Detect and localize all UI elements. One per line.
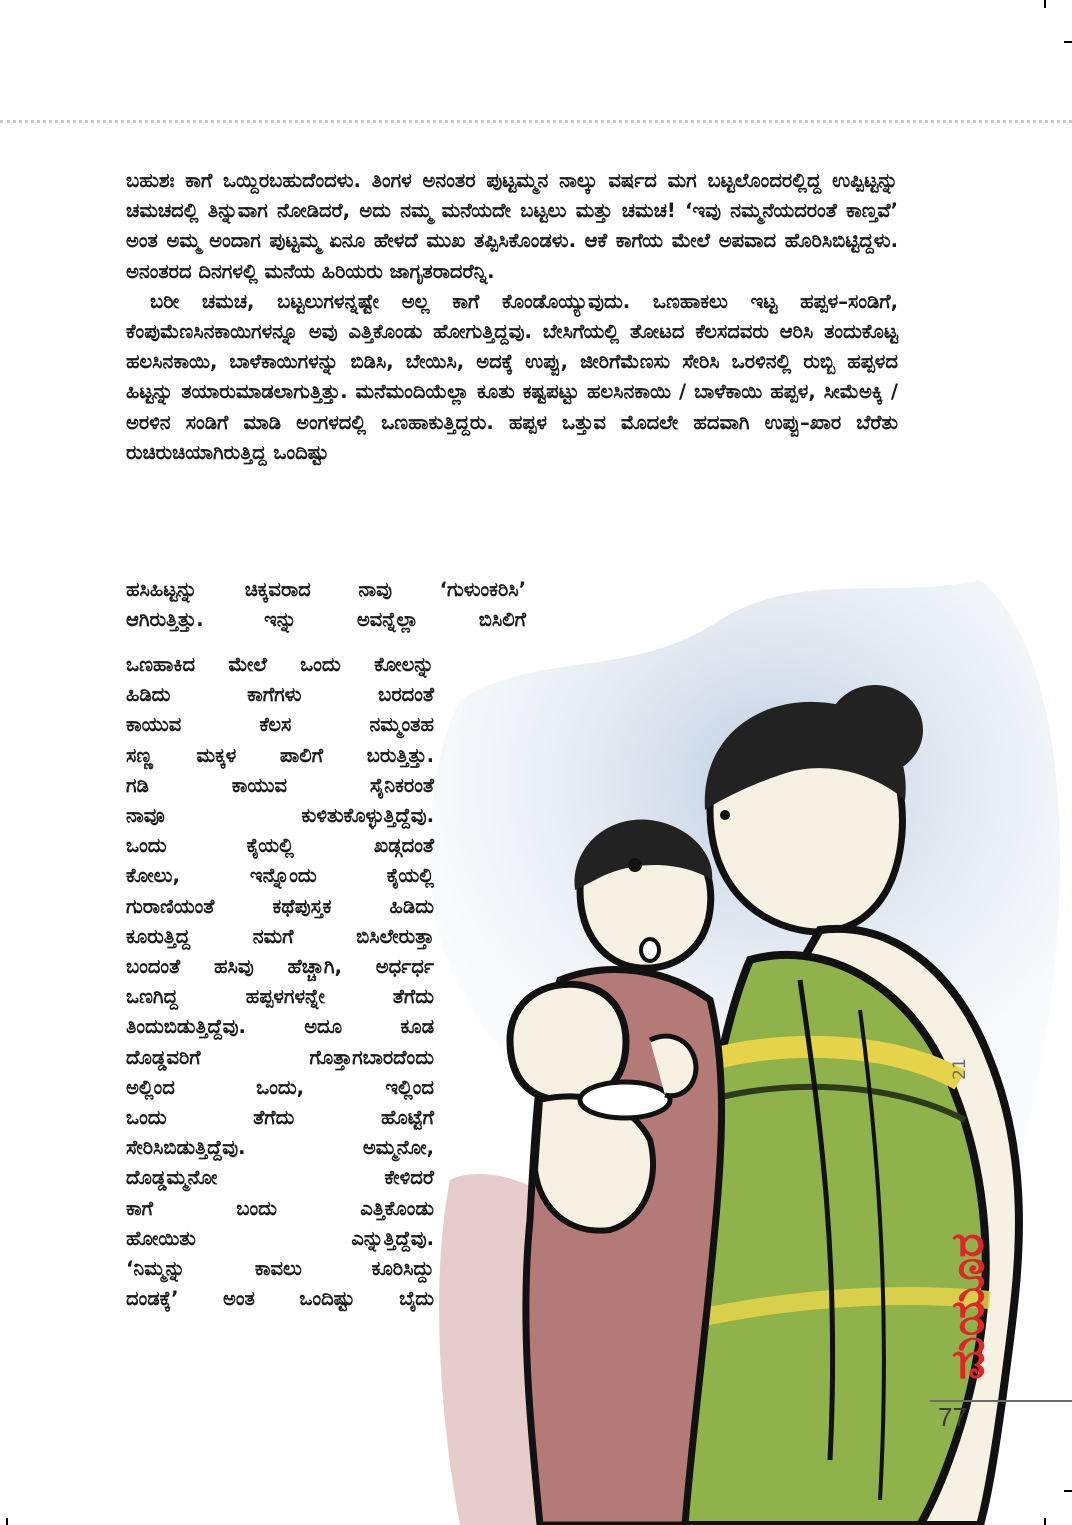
girl-mouth (641, 939, 659, 961)
text-line: ‘ನಿಮ್ಮನ್ನು ಕಾವಲು ಕೂರಿಸಿದ್ದು (126, 1257, 434, 1281)
crop-mark (6, 1518, 8, 1525)
text-line: ಒಂದು ತೆಗೆದು ಹೊಟ್ಟೆಗೆ (126, 1106, 434, 1130)
text-line: ಒಂದು ಕೈಯಲ್ಲಿ ಖಡ್ಗದಂತೆ (126, 834, 434, 858)
text-line: ಒಣಗಿದ್ದ ಹಪ್ಪಳಗಳನ್ನೇ ತೆಗೆದು (126, 985, 434, 1009)
page-number: 77 (938, 1402, 967, 1432)
crop-mark (1064, 41, 1072, 43)
text-line: ಕಾಗೆ ಬಂದು ಎತ್ತಿಕೊಂಡು (126, 1196, 434, 1220)
article-paragraph: ಬರೀ ಚಮಚ, ಬಟ್ಟಲುಗಳನ್ನಷ್ಟೇ ಅಲ್ಲ ಕಾಗೆ ಕೊಂಡೊಯ್ಯುವುದು. ಒಣಹಾಕಲು ಇಟ್ಟ ಹಪ್ಪಳ–ಸಂಡಿಗೆ, ಕೆಂಪುಮೆಣಸಿನಕಾಯಿಗಳನ್ನೂ ಅವು ಎತ್ತಿಕೊಂಡು ಹೋಗುತ್ತಿದ್ದವು. ಬೇಸಿಗೆಯಲ್ಲಿ ತೋಟದ ಕೆಲಸದವರು ಆರಿಸಿ ತಂದುಕೊಟ್ಟ ಹಲಸಿನಕಾಯಿ, ಬಾಳೆಕಾಯಿಗಳನ್ನು ಬಿಡಿಸಿ, ಬೇಯಿಸಿ, ಅದಕ್ಕೆ ಉಪ್ಪು, ಜೀರಿಗೆಮೆಣಸು ಸೇರಿಸಿ ಒರಳಿನಲ್ಲಿ ರುಬ್ಬಿ ಹಪ್ಪಳದ ಹಿಟ್ಟನ್ನು ತಯಾರುಮಾಡಲಾಗುತ್ತಿತ್ತು. ಮನೆಮಂದಿಯೆಲ್ಲಾ ಕೂತು ಕಷ್ಟಪಟ್ಟು ಹಲಸಿನಕಾಯಿ / ಬಾಳೆಕಾಯಿ ಹಪ್ಪಳ, ಸೀಮೆಅಕ್ಕಿ / ಅರಳಿನ ಸಂಡಿಗೆ ಮಾಡಿ ಅಂಗಳದಲ್ಲಿ ಒಣಹಾಕುತ್ತಿದ್ದರು. ಹಪ್ಪಳ ಒತ್ತುವ ಮೊದಲೇ ಹದವಾಗಿ ಉಪ್ಪು–ಖಾರ ಬೆರೆತು ರುಚಿರುಚಿಯಾಗಿರುತ್ತಿದ್ದ ಒಂದಿಷ್ಟು (126, 289, 898, 464)
text-line: ಹೋಯಿತು ಎನ್ನುತ್ತಿದ್ದೆವು. (126, 1226, 434, 1250)
issue-date: 21 (950, 1058, 970, 1080)
girl-bindi (628, 858, 642, 872)
text-column-narrow (126, 650, 434, 1314)
text-line: ದಂಡಕ್ಕೆ’ ಅಂತ ಒಂದಿಷ್ಟು ಬೈದು (126, 1287, 434, 1311)
text-line: ಕೋಲು, ಇನ್ನೊಂದು ಕೈಯಲ್ಲಿ (126, 864, 434, 888)
text-line: ಸಣ್ಣ ಮಕ್ಕಳ ಪಾಲಿಗೆ ಬರುತ್ತಿತ್ತು. (126, 743, 434, 767)
article-body (126, 166, 898, 468)
crop-mark (1044, 0, 1046, 8)
text-line: ಆಗಿರುತ್ತಿತ್ತು. ಇನ್ನು ಅವನ್ನೆಲ್ಲಾ ಬಿಸಿಲಿಗೆ (126, 608, 526, 632)
text-line: ದೊಡ್ಡಮ್ಮನೋ ಕೇಳಿದರೆ (126, 1166, 434, 1190)
text-line: ಹಸಿಹಿಟ್ಟನ್ನು ಚಿಕ್ಕವರಾದ ನಾವು ‘ಗುಳುಂಕರಿಸಿ’ (126, 578, 526, 601)
text-line: ಸೇರಿಸಿಬಿಡುತ್ತಿದ್ದೆವು. ಅಮ್ಮನೋ, (126, 1136, 434, 1160)
text-line: ನಾವೂ ಕುಳಿತುಕೊಳ್ಳುತ್ತಿದ್ದೆವು. (126, 804, 434, 828)
text-line: ಕಾಯುವ ಕೆಲಸ ನಮ್ಮಂತಹ (126, 713, 434, 737)
mother-with-baby-illustration (420, 560, 1072, 1525)
text-line: ಬಂದಂತೆ ಹಸಿವು ಹೆಚ್ಚಾಗಿ, ಅರ್ಧರ್ಧ (126, 955, 434, 979)
article-paragraph: ಬಹುಶಃ ಕಾಗೆ ಒಯ್ದಿರಬಹುದೆಂದಳು. ತಿಂಗಳ ಅನಂತರ ಪುಟ್ಟಮ್ಮನ ನಾಲ್ಕು ವರ್ಷದ ಮಗ ಬಟ್ಟಲೊಂದರಲ್ಲಿದ್ದ ಉಪ್ಪಿಟ್ಟನ್ನು ಚಮಚದಲ್ಲಿ ತಿನ್ನುವಾಗ ನೋಡಿದರೆ, ಅದು ನಮ್ಮ ಮನೆಯದೇ ಬಟ್ಟಲು ಮತ್ತು ಚಮಚ! ‘ಇವು ನಮ್ಮನೆಯದರಂತೆ ಕಾಣ್ತವೆ’ ಅಂತ ಅಮ್ಮ ಅಂದಾಗ ಪುಟ್ಟಮ್ಮ ಏನೂ ಹೇಳದೆ ಮುಖ ತಪ್ಪಿಸಿಕೊಂಡಳು. ಆಕೆ ಕಾಗೆಯ ಮೇಲೆ ಅಪವಾದ ಹೊರಿಸಿಬಿಟ್ಟಿದ್ದಳು. ಅನಂತರದ ದಿನಗಳಲ್ಲಿ ಮನೆಯ ಹಿರಿಯರು ಜಾಗೃತರಾದರೆನ್ನಿ. (126, 169, 898, 283)
text-line: ದೊಡ್ಡವರಿಗೆ ಗೊತ್ತಾಗಬಾರದೆಂದು (126, 1045, 434, 1069)
woman-bindi (720, 810, 730, 820)
text-column-wide (126, 575, 526, 635)
text-line: ಗಡಿ ಕಾಯುವ ಸೈನಿಕರಂತೆ (126, 773, 434, 797)
text-line: ಒಣಹಾಕಿದ ಮೇಲೆ ಒಂದು ಕೋಲನ್ನು (126, 653, 434, 676)
text-line: ಅಲ್ಲಿಂದ ಒಂದು, ಇಲ್ಲಿಂದ (126, 1075, 434, 1099)
magazine-name: ಮಯೂರ (940, 1233, 994, 1380)
header-dotted-rule (0, 120, 1072, 123)
text-line: ತಿಂದುಬಿಡುತ್ತಿದ್ದೆವು. ಅದೂ ಕೂಡ (126, 1015, 434, 1039)
text-line: ಗುರಾಣಿಯಂತೆ ಕಥೆಪುಸ್ತಕ ಹಿಡಿದು (126, 894, 434, 918)
bowl-icon (580, 1082, 670, 1118)
text-line: ಕೂರುತ್ತಿದ್ದ ನಮಗೆ ಬಿಸಿಲೇರುತ್ತಾ (126, 924, 434, 948)
text-line: ಹಿಡಿದು ಕಾಗೆಗಳು ಬರದಂತೆ (126, 683, 434, 707)
